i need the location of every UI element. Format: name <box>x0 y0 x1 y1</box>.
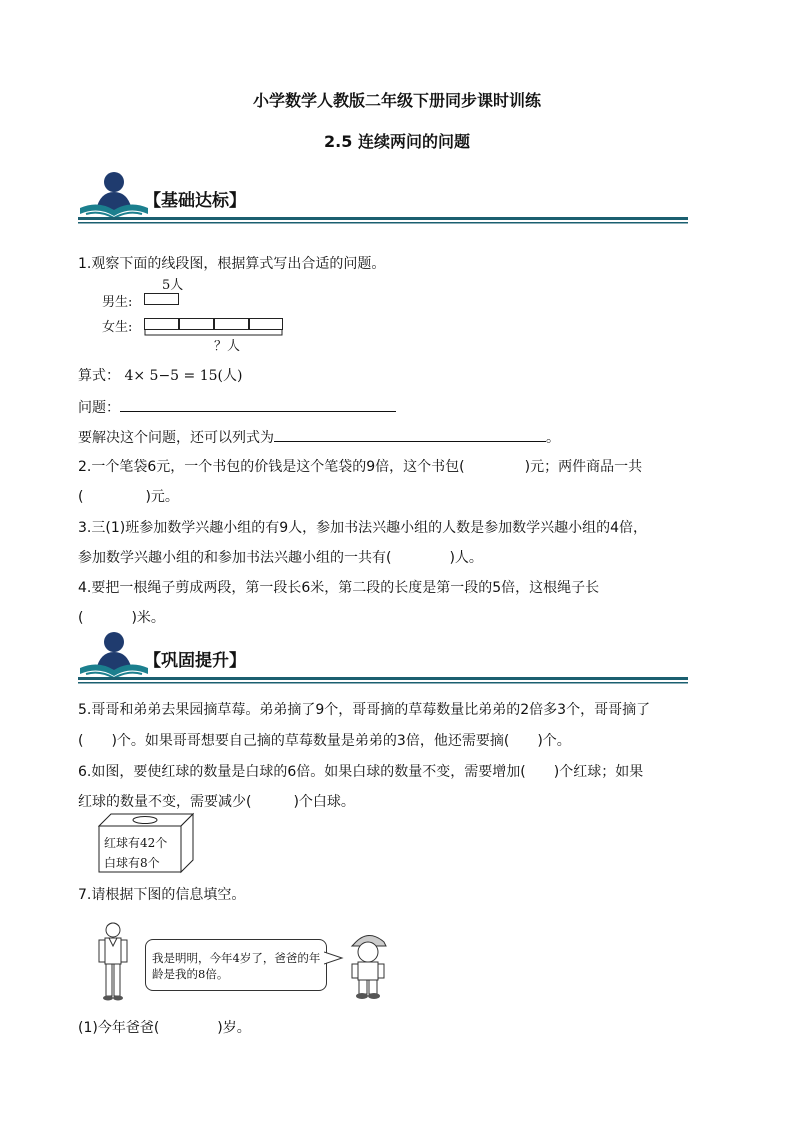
q1-formula-line <box>78 366 242 386</box>
q5-text: )个。 <box>537 733 571 749</box>
formula-label: 算式： <box>78 368 120 384</box>
q2-line2 <box>78 487 179 507</box>
section-label: 【基础达标】 <box>144 191 246 211</box>
q2-text: 2.一个笔袋6元，一个书包的价钱是这个笔袋的9倍，这个书包( <box>78 459 465 475</box>
q2-text: ( <box>78 489 84 505</box>
boy-figure-icon <box>346 930 390 1002</box>
girls-segment <box>144 318 179 330</box>
q4-text: )米。 <box>131 610 165 626</box>
q5-line2 <box>78 731 571 751</box>
speech-bubble-tail <box>324 950 344 966</box>
speech-bubble <box>145 939 327 991</box>
section-label: 【巩固提升】 <box>144 651 246 671</box>
girls-segment <box>249 318 283 330</box>
q6-text: 红球的数量不变，需要减少( <box>78 794 252 810</box>
girls-segment <box>214 318 249 330</box>
q1-question-line <box>78 397 396 418</box>
q5-line1: 5.哥哥和弟弟去果园摘草莓。弟弟摘了9个，哥哥摘的草莓数量比弟弟的2倍多3个，哥哥摘了 <box>78 702 651 718</box>
q6-text: )个红球；如果 <box>553 764 644 780</box>
girls-label: 女生: <box>102 320 133 335</box>
q3-text: 参加数学兴趣小组的和参加书法兴趣小组的一共有( <box>78 550 392 566</box>
box-red-count: 红球有42个 <box>104 836 168 850</box>
boys-segment <box>144 293 179 305</box>
alt-prefix: 要解决这个问题，还可以列式为 <box>78 430 274 446</box>
q1-alt-line <box>78 427 560 448</box>
boys-count-label: 5人 <box>162 278 184 293</box>
question-label: 问题： <box>78 400 120 416</box>
q3-line1: 3.三(1)班参加数学兴趣小组的有9人，参加书法兴趣小组的人数是参加数学兴趣小组的4倍， <box>78 520 648 536</box>
lesson-subtitle: 2.5 连续两问的问题 <box>324 132 470 151</box>
q3-text: )人。 <box>449 550 483 566</box>
q6-line1 <box>78 762 643 782</box>
q4-line1: 4.要把一根绳子剪成两段，第一段长6米，第二段的长度是第一段的5倍，这根绳子长 <box>78 580 600 596</box>
q2-text: )元。 <box>145 489 179 505</box>
section-header-advanced <box>78 630 688 686</box>
q2-text: )元；两件商品一共 <box>524 459 643 475</box>
question-answer-line[interactable] <box>120 397 396 412</box>
q4-line2 <box>78 608 165 628</box>
q6-text: )个白球。 <box>293 794 355 810</box>
q6-text: 6.如图，要使红球的数量是白球的6倍。如果白球的数量不变，需要增加( <box>78 764 526 780</box>
formula: 4× 5−5 = 15(人) <box>124 368 243 384</box>
speech-text: 我是明明，今年4岁了，爸爸的年龄是我的8倍。 <box>152 951 321 981</box>
q6-line2 <box>78 792 355 812</box>
page-title: 小学数学人教版二年级下册同步课时训练 <box>252 91 541 110</box>
q7-sub1 <box>78 1018 251 1038</box>
q5-text: )个。如果哥哥想要自己摘的草莓数量是弟弟的3倍，他还需要摘( <box>111 733 510 749</box>
alt-answer-line[interactable] <box>274 427 546 442</box>
girls-count-label: ？人 <box>214 339 241 354</box>
q5-text: ( <box>78 733 84 749</box>
section-header-basic <box>78 170 688 226</box>
q7-text: )岁。 <box>217 1020 251 1036</box>
girls-segment <box>179 318 214 330</box>
q7-text: (1)今年爸爸( <box>78 1020 160 1036</box>
q1-stem: 1.观察下面的线段图，根据算式写出合适的问题。 <box>78 256 386 272</box>
q7-stem: 7.请根据下图的信息填空。 <box>78 887 246 903</box>
q4-text: ( <box>78 610 84 626</box>
father-figure-icon <box>96 920 132 1002</box>
q3-line2 <box>78 548 483 568</box>
alt-suffix: 。 <box>546 430 560 446</box>
q2-line1 <box>78 457 642 477</box>
box-white-count: 白球有8个 <box>104 856 160 870</box>
boys-label: 男生: <box>102 295 133 310</box>
